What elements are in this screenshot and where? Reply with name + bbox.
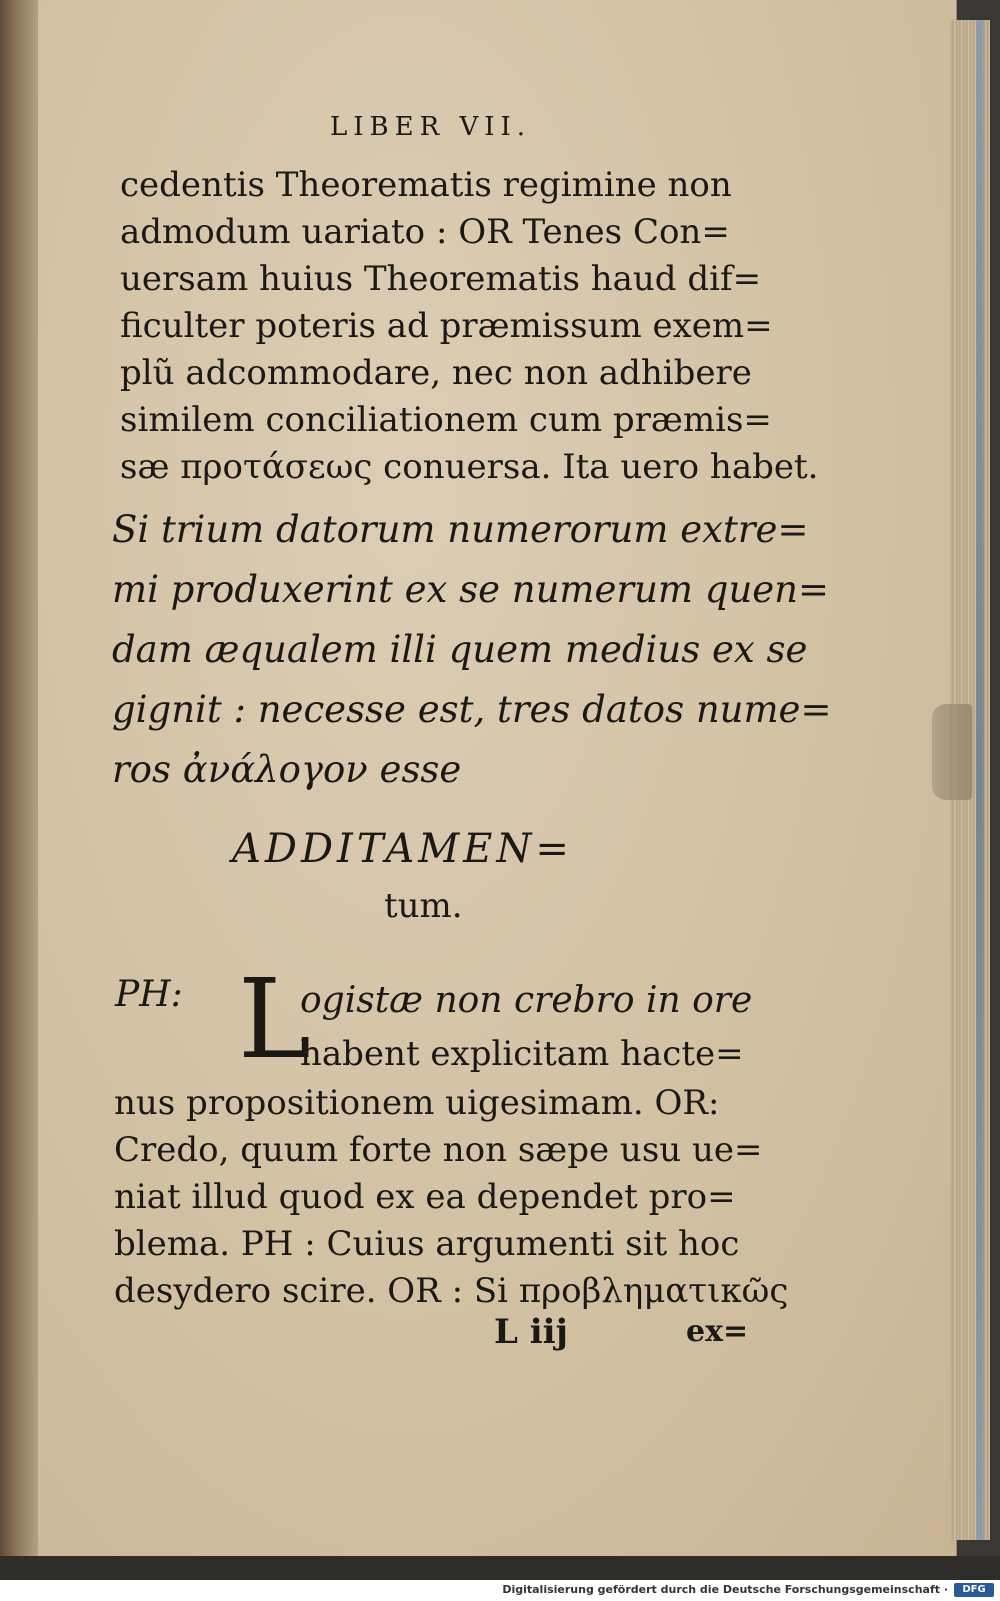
main-paragraph bbox=[120, 162, 818, 491]
running-header: LIBER VII. bbox=[330, 112, 532, 142]
catchword: ex= bbox=[686, 1314, 749, 1349]
dfg-logo: DFG bbox=[954, 1583, 994, 1597]
theorem-line: mi produxerint ex se numerum quen= bbox=[112, 568, 830, 611]
theorem-line: Si trium datorum numerorum extre= bbox=[112, 508, 809, 551]
drop-cap-initial: L bbox=[238, 955, 312, 1083]
speaker-ph: PH: bbox=[115, 974, 183, 1015]
dialogue-line: blema. PH : Cuius argumenti sit hoc bbox=[114, 1224, 740, 1264]
text-line: ficulter poteris ad præmissum exem= bbox=[120, 306, 773, 346]
theorem-statement bbox=[112, 500, 831, 800]
dialogue-paragraph bbox=[114, 1080, 788, 1315]
section-title: ADDITAMEN= bbox=[232, 826, 573, 872]
page-tab-marker bbox=[932, 704, 972, 800]
theorem-line: ros ἀνάλογον esse bbox=[112, 748, 462, 791]
blue-edge-stain bbox=[976, 20, 984, 1540]
footer-bar bbox=[0, 1580, 1000, 1601]
theorem-line: gignit : necesse est, tres datos nume= bbox=[112, 688, 832, 731]
text-line: plũ adcommodare, nec non adhibere bbox=[120, 353, 752, 393]
theorem-line: dam æqualem illi quem medius ex se bbox=[112, 628, 808, 671]
left-page-edge bbox=[0, 0, 40, 1560]
speaker-label bbox=[115, 974, 183, 1015]
dialogue-line: desydero scire. OR : Si προβληματικῶς bbox=[114, 1271, 789, 1311]
dialogue-second-line: habent explicitam hacte= bbox=[300, 1034, 744, 1074]
dialogue-line: nus propositionem uigesimam. OR: bbox=[114, 1083, 720, 1123]
dialogue-first-line: ogistæ non crebro in ore bbox=[300, 980, 753, 1021]
scan-bottom-border bbox=[0, 1556, 1000, 1580]
dialogue-line: niat illud quod ex ea dependet pro= bbox=[114, 1177, 736, 1217]
footer-credit: Digitalisierung gefördert durch die Deutsche Forschungsgemeinschaft · bbox=[502, 1583, 948, 1596]
text-line: sæ προτάσεως conuersa. Ita uero habet. bbox=[120, 447, 819, 487]
section-title-continuation: tum. bbox=[384, 886, 463, 926]
text-line: similem conciliationem cum præmis= bbox=[120, 400, 772, 440]
dialogue-line: Credo, quum forte non sæpe usu ue= bbox=[114, 1130, 763, 1170]
signature-mark: L iij bbox=[494, 1312, 568, 1352]
text-line: admodum uariato : OR Tenes Con= bbox=[120, 212, 730, 252]
text-line: cedentis Theorematis regimine non bbox=[120, 165, 732, 205]
text-line: uersam huius Theorematis haud dif= bbox=[120, 259, 762, 299]
